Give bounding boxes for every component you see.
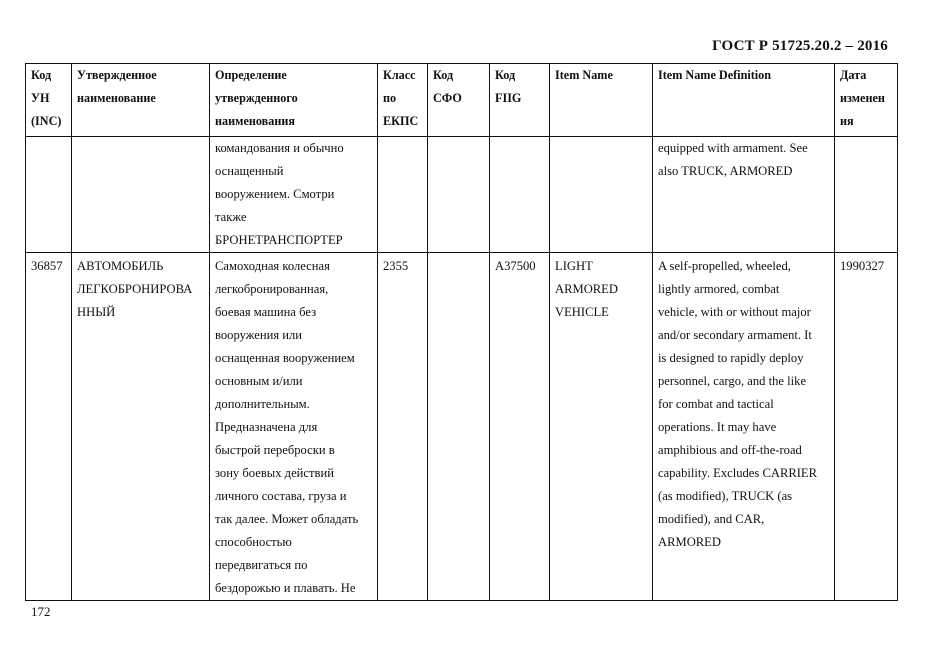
col-fiig-cell <box>490 137 550 253</box>
cell-line: capability. Excludes CARRIER <box>658 466 818 480</box>
header-line: наименования <box>215 114 295 128</box>
col-inc-header <box>26 64 72 137</box>
header-line: наименование <box>77 91 156 105</box>
header-line: FIIG <box>495 91 522 105</box>
cell-line: оснащенная вооружением <box>215 351 355 365</box>
cell-line: A self-propelled, wheeled, <box>658 259 791 273</box>
cell-line: 2355 <box>383 259 409 273</box>
cell-line: БРОНЕТРАНСПОРТЕР <box>215 233 343 247</box>
col-definition-cell <box>210 253 378 601</box>
cell-line: lightly armored, combat <box>658 282 780 296</box>
page-number: 172 <box>31 604 51 619</box>
col-sfo-cell <box>428 253 490 601</box>
cell-line: operations. It may have <box>658 420 777 434</box>
header-line: Item Name <box>555 68 613 82</box>
col-item-name-header <box>550 64 653 137</box>
cell-line: боевая машина без <box>215 305 317 319</box>
col-approved-name-cell <box>72 253 210 601</box>
col-definition-cell <box>210 137 378 253</box>
cell-line: вооружением. Смотри <box>215 187 335 201</box>
table-row <box>26 137 898 253</box>
cell-line: АВТОМОБИЛЬ <box>77 259 164 273</box>
header-line: Item Name Definition <box>658 68 772 82</box>
col-item-name-cell <box>550 253 653 601</box>
cell-line: командования и обычно <box>215 141 344 155</box>
cell-line: Самоходная колесная <box>215 259 330 273</box>
cell-line: amphibious and off-the-road <box>658 443 802 457</box>
cell-line: способностью <box>215 535 292 549</box>
header-line: Дата <box>840 68 867 82</box>
header-line: Код <box>433 68 454 82</box>
col-item-definition-cell <box>653 137 835 253</box>
col-approved-name-cell <box>72 137 210 253</box>
cell-line: также <box>215 210 247 224</box>
document-header: ГОСТ Р 51725.20.2 – 2016 <box>712 38 888 54</box>
cell-line: Предназначена для <box>215 420 318 434</box>
cell-line: быстрой переброски в <box>215 443 335 457</box>
col-item-definition-cell <box>653 253 835 601</box>
cell-line: equipped with armament. See <box>658 141 808 155</box>
cell-line: оснащенный <box>215 164 284 178</box>
cell-line: A37500 <box>495 259 536 273</box>
table-body <box>26 137 898 601</box>
header-line: Утвержденное <box>77 68 157 82</box>
header-line: Код <box>495 68 516 82</box>
cell-line: also TRUCK, ARMORED <box>658 164 793 178</box>
cell-line: ARMORED <box>658 535 721 549</box>
cell-line: дополнительным. <box>215 397 310 411</box>
cell-line: is designed to rapidly deploy <box>658 351 804 365</box>
cell-line: and/or secondary armament. It <box>658 328 812 342</box>
header-line: УН <box>31 91 50 105</box>
cell-line: передвигаться по <box>215 558 308 572</box>
col-class-cell <box>378 253 428 601</box>
cell-line: modified), and CAR, <box>658 512 765 526</box>
col-class-header <box>378 64 428 137</box>
cell-line: ARMORED <box>555 282 618 296</box>
col-item-name-cell <box>550 137 653 253</box>
header-line: Класс <box>383 68 416 82</box>
cell-line: личного состава, груза и <box>215 489 347 503</box>
col-inc-cell <box>26 137 72 253</box>
col-approved-name-header <box>72 64 210 137</box>
table-header-row <box>26 64 898 137</box>
header-line: по <box>383 91 397 105</box>
cell-line: personnel, cargo, and the like <box>658 374 807 388</box>
header-line: ия <box>840 114 854 128</box>
col-item-definition-header <box>653 64 835 137</box>
cell-line: 1990327 <box>840 259 885 273</box>
item-name-table <box>25 63 898 601</box>
col-fiig-header <box>490 64 550 137</box>
col-change-date-cell <box>835 137 898 253</box>
cell-line: for combat and tactical <box>658 397 774 411</box>
cell-line: VEHICLE <box>555 305 609 319</box>
col-fiig-cell <box>490 253 550 601</box>
header-line: Определение <box>215 68 287 82</box>
cell-line: LIGHT <box>555 259 593 273</box>
cell-line: основным и/или <box>215 374 303 388</box>
header-line: Код <box>31 68 52 82</box>
col-inc-cell <box>26 253 72 601</box>
cell-line: ЛЕГКОБРОНИРОВА <box>77 282 193 296</box>
cell-line: 36857 <box>31 259 63 273</box>
cell-line: легкобронированная, <box>215 282 329 296</box>
header-line: утвержденного <box>215 91 298 105</box>
header-line: (INC) <box>31 114 62 128</box>
header-line: СФО <box>433 91 462 105</box>
col-class-cell <box>378 137 428 253</box>
cell-line: так далее. Может обладать <box>215 512 359 526</box>
col-change-date-header <box>835 64 898 137</box>
col-definition-header <box>210 64 378 137</box>
cell-line: vehicle, with or without major <box>658 305 811 319</box>
header-line: ЕКПС <box>383 114 419 128</box>
cell-line: вооружения или <box>215 328 303 342</box>
table-row <box>26 253 898 601</box>
cell-line: бездорожью и плавать. Не <box>215 581 356 595</box>
cell-line: (as modified), TRUCK (as <box>658 489 793 503</box>
cell-line: ННЫЙ <box>77 305 116 319</box>
header-line: изменен <box>840 91 885 105</box>
cell-line: зону боевых действий <box>215 466 334 480</box>
col-sfo-header <box>428 64 490 137</box>
col-sfo-cell <box>428 137 490 253</box>
col-change-date-cell <box>835 253 898 601</box>
